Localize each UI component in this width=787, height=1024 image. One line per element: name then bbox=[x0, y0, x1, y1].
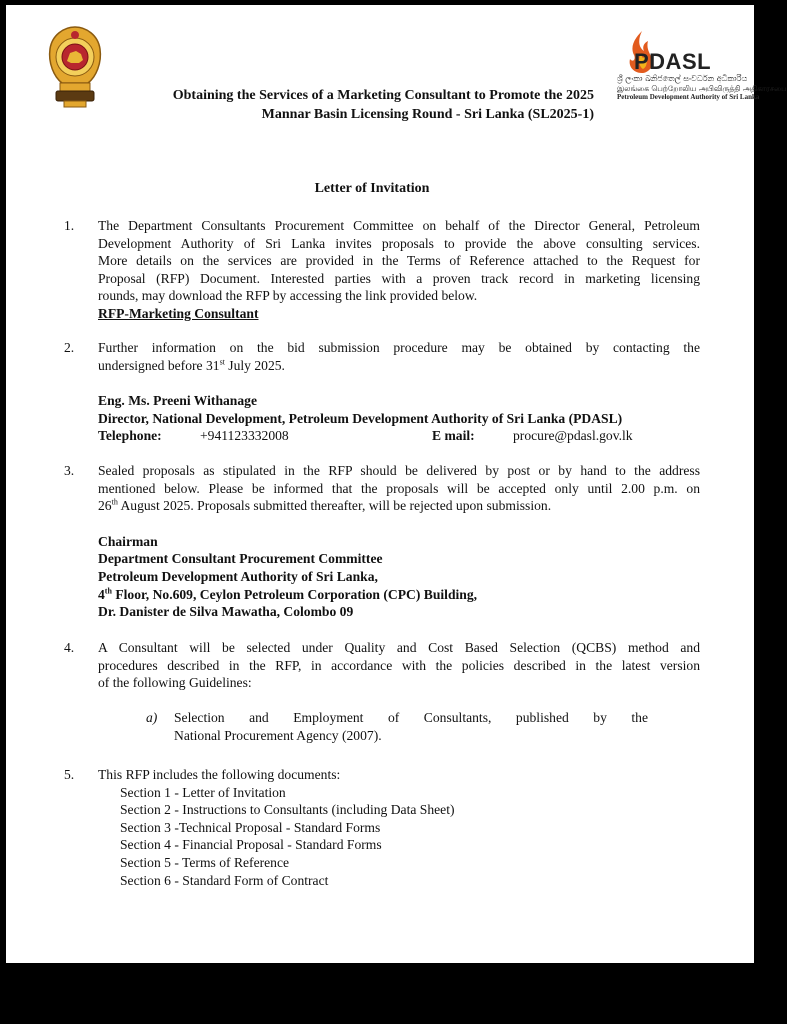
address-line: Chairman bbox=[98, 533, 158, 549]
section-item: Section 3 -Technical Proposal - Standard Forms bbox=[120, 819, 381, 835]
section-item: Section 1 - Letter of Invitation bbox=[120, 784, 286, 800]
address-line: Petroleum Development Authority of Sri Lanka, bbox=[98, 568, 378, 584]
document-page bbox=[6, 5, 787, 963]
section-item: Section 5 - Terms of Reference bbox=[120, 854, 290, 870]
text-line: Development Authority of Sri Lanka invites proposals to provide the above consulting services. bbox=[98, 235, 700, 251]
list-item-3 bbox=[64, 462, 700, 621]
subitem-label: a) bbox=[146, 710, 158, 725]
text-line: rounds, may download the RFP by accessing the link provided below. bbox=[98, 288, 478, 304]
logo-sinhala-text: ශ්‍රී ලංකා ඛනිජතෙල් සංවර්ධන අධිකාරිය bbox=[617, 74, 748, 83]
logo-wordmark: PDASL bbox=[634, 49, 712, 74]
telephone-value: +941123332008 bbox=[200, 428, 289, 444]
text-line: mentioned below. Please be informed that the proposals will be accepted only until 2.00 p.m. on bbox=[98, 480, 700, 496]
text-line: Further information on the bid submission procedure may be obtained by contacting the bbox=[98, 340, 700, 355]
text-line: This RFP includes the following documents: bbox=[98, 767, 341, 782]
document-title-line1: Obtaining the Services of a Marketing Consultant to Promote the 2025 bbox=[172, 88, 594, 103]
rfp-link[interactable]: RFP-Marketing Consultant bbox=[98, 305, 259, 321]
sri-lanka-emblem-icon bbox=[46, 25, 104, 111]
item-number: 2. bbox=[64, 340, 75, 355]
text-line: of the following Guidelines: bbox=[98, 675, 252, 691]
text-line: procedures described in the RFP, in accordance with the policies described in the latest version bbox=[98, 657, 700, 673]
address-line: 4th Floor, No.609, Ceylon Petroleum Corporation (CPC) Building, bbox=[98, 586, 478, 602]
contact-title: Director, National Development, Petroleum Development Authority of Sri Lanka (PDASL) bbox=[98, 410, 623, 426]
item-number: 5. bbox=[64, 767, 75, 782]
email-label: E mail: bbox=[432, 428, 475, 444]
contact-name: Eng. Ms. Preeni Withanage bbox=[98, 393, 257, 409]
pdasl-logo bbox=[612, 25, 787, 103]
address-line: Dr. Danister de Silva Mawatha, Colombo 09 bbox=[98, 604, 354, 620]
logo-english-text: Petroleum Development Authority of Sri Lanka bbox=[617, 93, 760, 101]
text-line: Proposal (RFP) Document. Interested parties with a proven track record in marketing licensing bbox=[98, 270, 700, 286]
item-number: 3. bbox=[64, 463, 75, 478]
list-item-1 bbox=[64, 217, 700, 323]
guideline-subitem bbox=[146, 709, 648, 744]
section-item: Section 6 - Standard Form of Contract bbox=[120, 872, 329, 888]
list-item-5 bbox=[64, 766, 700, 889]
email-value[interactable]: procure@pdasl.gov.lk bbox=[513, 428, 633, 444]
section-item: Section 4 - Financial Proposal - Standard Forms bbox=[120, 837, 382, 853]
contact-row bbox=[98, 427, 700, 445]
logo-tamil-text: இலங்கை பெற்றோலிய அபிவிருத்தி அதிகாரசபை bbox=[617, 84, 787, 93]
letter-heading: Letter of Invitation bbox=[314, 181, 430, 196]
text-line: The Department Consultants Procurement Committee on behalf of the Director General, Petroleum bbox=[98, 218, 700, 233]
text-line: Selection and Employment of Consultants, published by the bbox=[174, 710, 648, 725]
list-item-4 bbox=[64, 639, 700, 692]
text-line: 26th August 2025. Proposals submitted thereafter, will be rejected upon submission. bbox=[98, 497, 552, 514]
text-line: Sealed proposals as stipulated in the RFP should be delivered by post or by hand to the address bbox=[98, 463, 700, 478]
item-number: 1. bbox=[64, 218, 75, 233]
document-title-line2: Mannar Basin Licensing Round - Sri Lanka (SL2025-1) bbox=[261, 107, 594, 122]
address-line: Department Consultant Procurement Committee bbox=[98, 551, 383, 567]
text-line: undersigned before 31st July 2025. bbox=[98, 357, 285, 373]
text-line: More details on the services are provided in the Terms of Reference attached to the Request for bbox=[98, 253, 700, 269]
telephone-label: Telephone: bbox=[98, 428, 162, 444]
section-item: Section 2 - Instructions to Consultants (including Data Sheet) bbox=[120, 802, 455, 818]
text-line: National Procurement Agency (2007). bbox=[174, 727, 382, 743]
list-item-2 bbox=[64, 339, 700, 445]
item-number: 4. bbox=[64, 640, 75, 655]
text-line: A Consultant will be selected under Quality and Cost Based Selection (QCBS) method and bbox=[98, 640, 700, 655]
